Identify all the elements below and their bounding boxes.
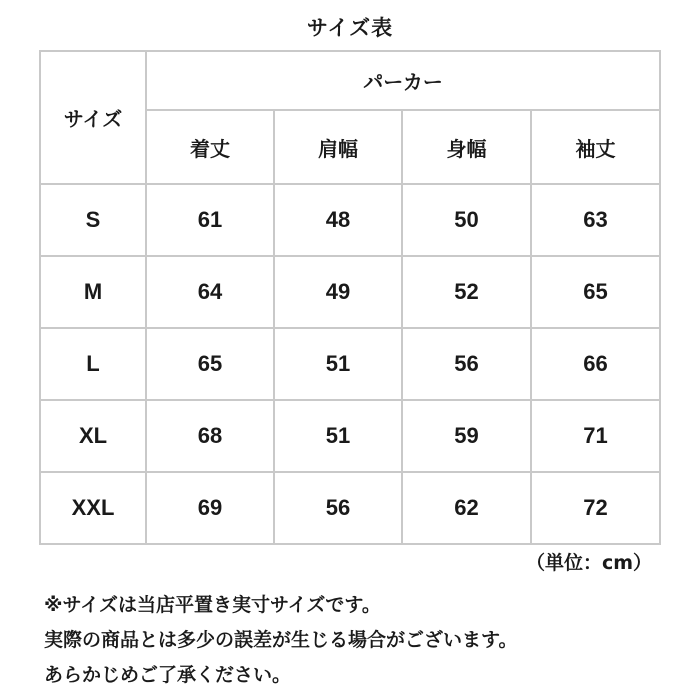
table-cell: 62 [402, 472, 531, 544]
table-cell: 64 [146, 256, 274, 328]
table-cell: 48 [274, 184, 402, 256]
column-header-width: 身幅 [402, 110, 531, 184]
table-cell: 56 [402, 328, 531, 400]
table-cell: 59 [402, 400, 531, 472]
size-table [39, 50, 661, 545]
table-row [40, 472, 660, 544]
table-cell: 56 [274, 472, 402, 544]
table-cell: 52 [402, 256, 531, 328]
column-header-length: 着丈 [146, 110, 274, 184]
table-cell: 50 [402, 184, 531, 256]
table-cell: 72 [531, 472, 660, 544]
note-line: あらかじめご了承ください。 [44, 664, 292, 686]
table-row [40, 184, 660, 256]
size-label: L [40, 328, 146, 400]
column-header-sleeve: 袖丈 [531, 110, 660, 184]
unit-note: （単位：cm） [525, 552, 652, 574]
size-label: XL [40, 400, 146, 472]
table-cell: 61 [146, 184, 274, 256]
table-cell: 69 [146, 472, 274, 544]
size-column-header: サイズ [40, 51, 146, 184]
table-group-header-row [40, 51, 660, 110]
table-cell: 71 [531, 400, 660, 472]
table-row [40, 256, 660, 328]
table-cell: 66 [531, 328, 660, 400]
table-cell: 65 [531, 256, 660, 328]
table-row [40, 328, 660, 400]
notes [44, 588, 684, 693]
table-cell: 68 [146, 400, 274, 472]
page-title: サイズ表 [306, 16, 394, 40]
size-label: XXL [40, 472, 146, 544]
table-row [40, 400, 660, 472]
product-group-header: パーカー [146, 51, 660, 110]
table-cell: 65 [146, 328, 274, 400]
size-label: M [40, 256, 146, 328]
table-cell: 49 [274, 256, 402, 328]
column-header-shoulder: 肩幅 [274, 110, 402, 184]
size-label: S [40, 184, 146, 256]
table-cell: 51 [274, 328, 402, 400]
table-cell: 51 [274, 400, 402, 472]
note-line: ※サイズは当店平置き実寸サイズです。 [44, 594, 381, 616]
table-cell: 63 [531, 184, 660, 256]
note-line: 実際の商品とは多少の誤差が生じる場合がございます。 [44, 629, 518, 651]
